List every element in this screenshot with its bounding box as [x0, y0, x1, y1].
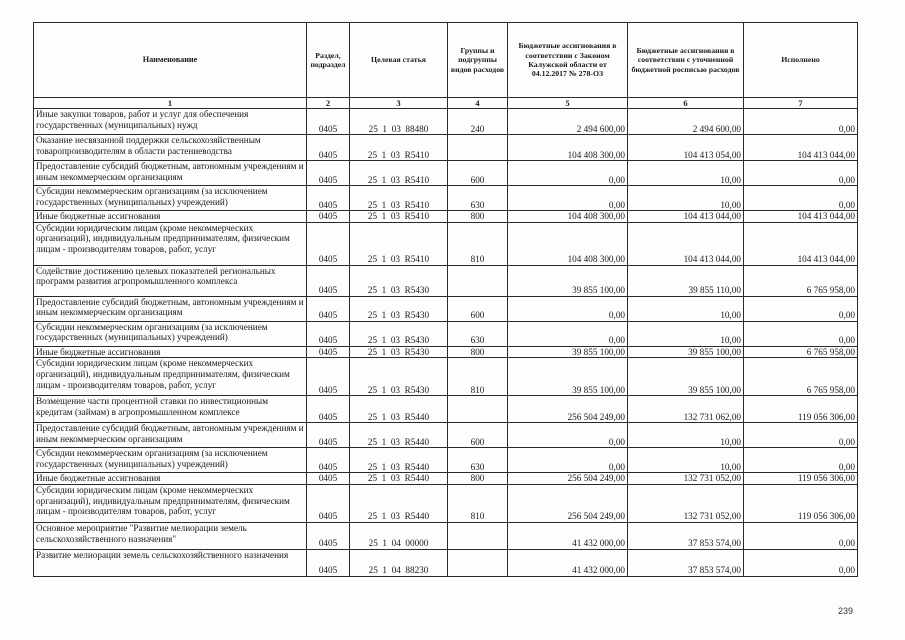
- row-executed: 0,00: [744, 186, 858, 211]
- table-row: [34, 186, 858, 211]
- row-group: 630: [448, 321, 508, 346]
- row-section: 0405: [307, 135, 350, 161]
- row-executed: 0,00: [744, 161, 858, 186]
- column-number: 1: [34, 98, 307, 109]
- row-section: 0405: [307, 423, 350, 448]
- row-section: 0405: [307, 161, 350, 186]
- row-group: 600: [448, 161, 508, 186]
- row-section: 0405: [307, 549, 350, 576]
- table-row: [34, 448, 858, 473]
- row-executed: 0,00: [744, 321, 858, 346]
- row-article: 25 1 03 R5440: [350, 484, 448, 522]
- row-section: 0405: [307, 358, 350, 396]
- row-section: 0405: [307, 473, 350, 485]
- row-article: 25 1 04 00000: [350, 522, 448, 549]
- row-group: 810: [448, 222, 508, 265]
- header-law-assignments: Бюджетные ассигнования в соответствии с Законом Калужской области от 04.12.2017 № 278-ОЗ: [508, 23, 628, 98]
- row-article: 25 1 03 88480: [350, 109, 448, 135]
- row-article: 25 1 03 R5410: [350, 186, 448, 211]
- row-section: 0405: [307, 396, 350, 423]
- row-revised-assignment: 132 731 052,00: [628, 484, 744, 522]
- row-name: Субсидии некоммерческим организациям (за исключением государственных (муниципальных) учреждений): [34, 321, 307, 346]
- row-executed: 0,00: [744, 296, 858, 321]
- row-executed: 0,00: [744, 448, 858, 473]
- row-law-assignment: 0,00: [508, 321, 628, 346]
- row-executed: 104 413 044,00: [744, 222, 858, 265]
- row-revised-assignment: 37 853 574,00: [628, 522, 744, 549]
- row-article: 25 1 04 88230: [350, 549, 448, 576]
- row-executed: 0,00: [744, 109, 858, 135]
- row-law-assignment: 0,00: [508, 161, 628, 186]
- row-group: 800: [448, 473, 508, 485]
- row-revised-assignment: 10,00: [628, 423, 744, 448]
- row-law-assignment: 104 408 300,00: [508, 135, 628, 161]
- row-article: 25 1 03 R5410: [350, 211, 448, 223]
- row-name: Предоставление субсидий бюджетным, автономным учреждениям и иным некоммерческим организациям: [34, 423, 307, 448]
- row-revised-assignment: 104 413 054,00: [628, 135, 744, 161]
- row-group: [448, 522, 508, 549]
- row-article: 25 1 03 R5410: [350, 135, 448, 161]
- row-group: 810: [448, 358, 508, 396]
- row-executed: 119 056 306,00: [744, 396, 858, 423]
- row-section: 0405: [307, 448, 350, 473]
- row-name: Оказание несвязанной поддержки сельскохозяйственным товаропроизводителям в области растениеводства: [34, 135, 307, 161]
- row-article: 25 1 03 R5440: [350, 473, 448, 485]
- row-executed: 6 765 958,00: [744, 346, 858, 358]
- row-group: 600: [448, 296, 508, 321]
- header-row: [34, 23, 858, 98]
- row-executed: 119 056 306,00: [744, 484, 858, 522]
- row-executed: 0,00: [744, 423, 858, 448]
- row-name: Предоставление субсидий бюджетным, автономным учреждениям и иным некоммерческим организациям: [34, 161, 307, 186]
- row-name: Иные бюджетные ассигнования: [34, 346, 307, 358]
- row-section: 0405: [307, 109, 350, 135]
- row-revised-assignment: 10,00: [628, 186, 744, 211]
- row-article: 25 1 03 R5430: [350, 358, 448, 396]
- row-group: 630: [448, 448, 508, 473]
- row-article: 25 1 03 R5440: [350, 396, 448, 423]
- row-executed: 0,00: [744, 522, 858, 549]
- row-revised-assignment: 104 413 044,00: [628, 222, 744, 265]
- column-number: 4: [448, 98, 508, 109]
- row-article: 25 1 03 R5430: [350, 346, 448, 358]
- row-revised-assignment: 10,00: [628, 448, 744, 473]
- row-name: Иные закупки товаров, работ и услуг для обеспечения государственных (муниципальных) нужд: [34, 109, 307, 135]
- row-executed: 104 413 044,00: [744, 135, 858, 161]
- page-number: 239: [838, 606, 854, 616]
- column-number: 6: [628, 98, 744, 109]
- column-number: 7: [744, 98, 858, 109]
- row-group: 800: [448, 346, 508, 358]
- row-section: 0405: [307, 211, 350, 223]
- row-revised-assignment: 10,00: [628, 161, 744, 186]
- table-row: [34, 296, 858, 321]
- row-law-assignment: 0,00: [508, 186, 628, 211]
- row-revised-assignment: 132 731 062,00: [628, 396, 744, 423]
- table-row: [34, 522, 858, 549]
- column-number: 2: [307, 98, 350, 109]
- table-row: [34, 423, 858, 448]
- row-section: 0405: [307, 484, 350, 522]
- row-section: 0405: [307, 186, 350, 211]
- row-revised-assignment: 10,00: [628, 321, 744, 346]
- row-revised-assignment: 39 855 100,00: [628, 358, 744, 396]
- table-row: [34, 358, 858, 396]
- row-group: [448, 549, 508, 576]
- row-group: [448, 265, 508, 296]
- table-row: [34, 473, 858, 485]
- header-section: Раздел, подраздел: [307, 23, 350, 98]
- header-article: Целевая статья: [350, 23, 448, 98]
- row-revised-assignment: 39 855 100,00: [628, 346, 744, 358]
- table-row: [34, 222, 858, 265]
- row-law-assignment: 256 504 249,00: [508, 484, 628, 522]
- row-law-assignment: 0,00: [508, 296, 628, 321]
- table-row: [34, 265, 858, 296]
- row-law-assignment: 39 855 100,00: [508, 265, 628, 296]
- column-number: 3: [350, 98, 448, 109]
- row-name: Субсидии некоммерческим организациям (за исключением государственных (муниципальных) учреждений): [34, 186, 307, 211]
- row-group: 240: [448, 109, 508, 135]
- row-name: Иные бюджетные ассигнования: [34, 211, 307, 223]
- row-law-assignment: 0,00: [508, 423, 628, 448]
- column-number-row: [34, 98, 858, 109]
- header-executed: Исполнено: [744, 23, 858, 98]
- row-section: 0405: [307, 265, 350, 296]
- table-row: [34, 211, 858, 223]
- row-article: 25 1 03 R5410: [350, 222, 448, 265]
- column-number: 5: [508, 98, 628, 109]
- row-article: 25 1 03 R5440: [350, 448, 448, 473]
- row-revised-assignment: 2 494 600,00: [628, 109, 744, 135]
- row-name: Субсидии юридическим лицам (кроме некоммерческих организаций), индивидуальным предпринимателям, физическим лицам - производителям товаров, работ, услуг: [34, 358, 307, 396]
- row-group: [448, 396, 508, 423]
- table-row: [34, 109, 858, 135]
- row-law-assignment: 256 504 249,00: [508, 396, 628, 423]
- row-name: Субсидии некоммерческим организациям (за исключением государственных (муниципальных) учреждений): [34, 448, 307, 473]
- row-article: 25 1 03 R5440: [350, 423, 448, 448]
- row-group: 810: [448, 484, 508, 522]
- budget-table: [33, 22, 858, 577]
- table-row: [34, 135, 858, 161]
- row-section: 0405: [307, 346, 350, 358]
- row-revised-assignment: 10,00: [628, 296, 744, 321]
- row-law-assignment: 39 855 100,00: [508, 358, 628, 396]
- row-name: Возмещение части процентной ставки по инвестиционным кредитам (займам) в агропромышленном комплексе: [34, 396, 307, 423]
- row-group: 630: [448, 186, 508, 211]
- table-row: [34, 346, 858, 358]
- row-revised-assignment: 104 413 044,00: [628, 211, 744, 223]
- row-article: 25 1 03 R5430: [350, 265, 448, 296]
- row-law-assignment: 2 494 600,00: [508, 109, 628, 135]
- table-row: [34, 396, 858, 423]
- row-law-assignment: 41 432 000,00: [508, 522, 628, 549]
- row-revised-assignment: 132 731 052,00: [628, 473, 744, 485]
- table-row: [34, 321, 858, 346]
- row-group: 600: [448, 423, 508, 448]
- row-name: Субсидии юридическим лицам (кроме некоммерческих организаций), индивидуальным предпринимателям, физическим лицам - производителям товаров, работ, услуг: [34, 484, 307, 522]
- row-law-assignment: 0,00: [508, 448, 628, 473]
- row-name: Предоставление субсидий бюджетным, автономным учреждениям и иным некоммерческим организациям: [34, 296, 307, 321]
- row-section: 0405: [307, 522, 350, 549]
- row-name: Основное мероприятие "Развитие мелиорации земель сельскохозяйственного назначения": [34, 522, 307, 549]
- row-article: 25 1 03 R5430: [350, 321, 448, 346]
- table-row: [34, 161, 858, 186]
- row-section: 0405: [307, 296, 350, 321]
- row-name: Развитие мелиорации земель сельскохозяйственного назначения: [34, 549, 307, 576]
- row-executed: 6 765 958,00: [744, 265, 858, 296]
- row-law-assignment: 39 855 100,00: [508, 346, 628, 358]
- row-article: 25 1 03 R5430: [350, 296, 448, 321]
- table-row: [34, 549, 858, 576]
- row-revised-assignment: 39 855 110,00: [628, 265, 744, 296]
- row-name: Иные бюджетные ассигнования: [34, 473, 307, 485]
- row-executed: 6 765 958,00: [744, 358, 858, 396]
- header-name: Наименование: [34, 23, 307, 98]
- header-revised-assignments: Бюджетные ассигнования в соответствии с уточненной бюджетной росписью расходов: [628, 23, 744, 98]
- row-law-assignment: 104 408 300,00: [508, 222, 628, 265]
- table-row: [34, 484, 858, 522]
- row-law-assignment: 104 408 300,00: [508, 211, 628, 223]
- row-group: 800: [448, 211, 508, 223]
- row-name: Содействие достижению целевых показателей региональных программ развития агропромышленного комплекса: [34, 265, 307, 296]
- row-executed: 0,00: [744, 549, 858, 576]
- header-group: Группы и подгруппы видов расходов: [448, 23, 508, 98]
- row-executed: 119 056 306,00: [744, 473, 858, 485]
- row-law-assignment: 256 504 249,00: [508, 473, 628, 485]
- row-law-assignment: 41 432 000,00: [508, 549, 628, 576]
- row-executed: 104 413 044,00: [744, 211, 858, 223]
- row-section: 0405: [307, 321, 350, 346]
- table-body: [34, 109, 858, 577]
- row-revised-assignment: 37 853 574,00: [628, 549, 744, 576]
- row-article: 25 1 03 R5410: [350, 161, 448, 186]
- row-section: 0405: [307, 222, 350, 265]
- row-group: [448, 135, 508, 161]
- row-name: Субсидии юридическим лицам (кроме некоммерческих организаций), индивидуальным предпринимателям, физическим лицам - производителям товаров, работ, услуг: [34, 222, 307, 265]
